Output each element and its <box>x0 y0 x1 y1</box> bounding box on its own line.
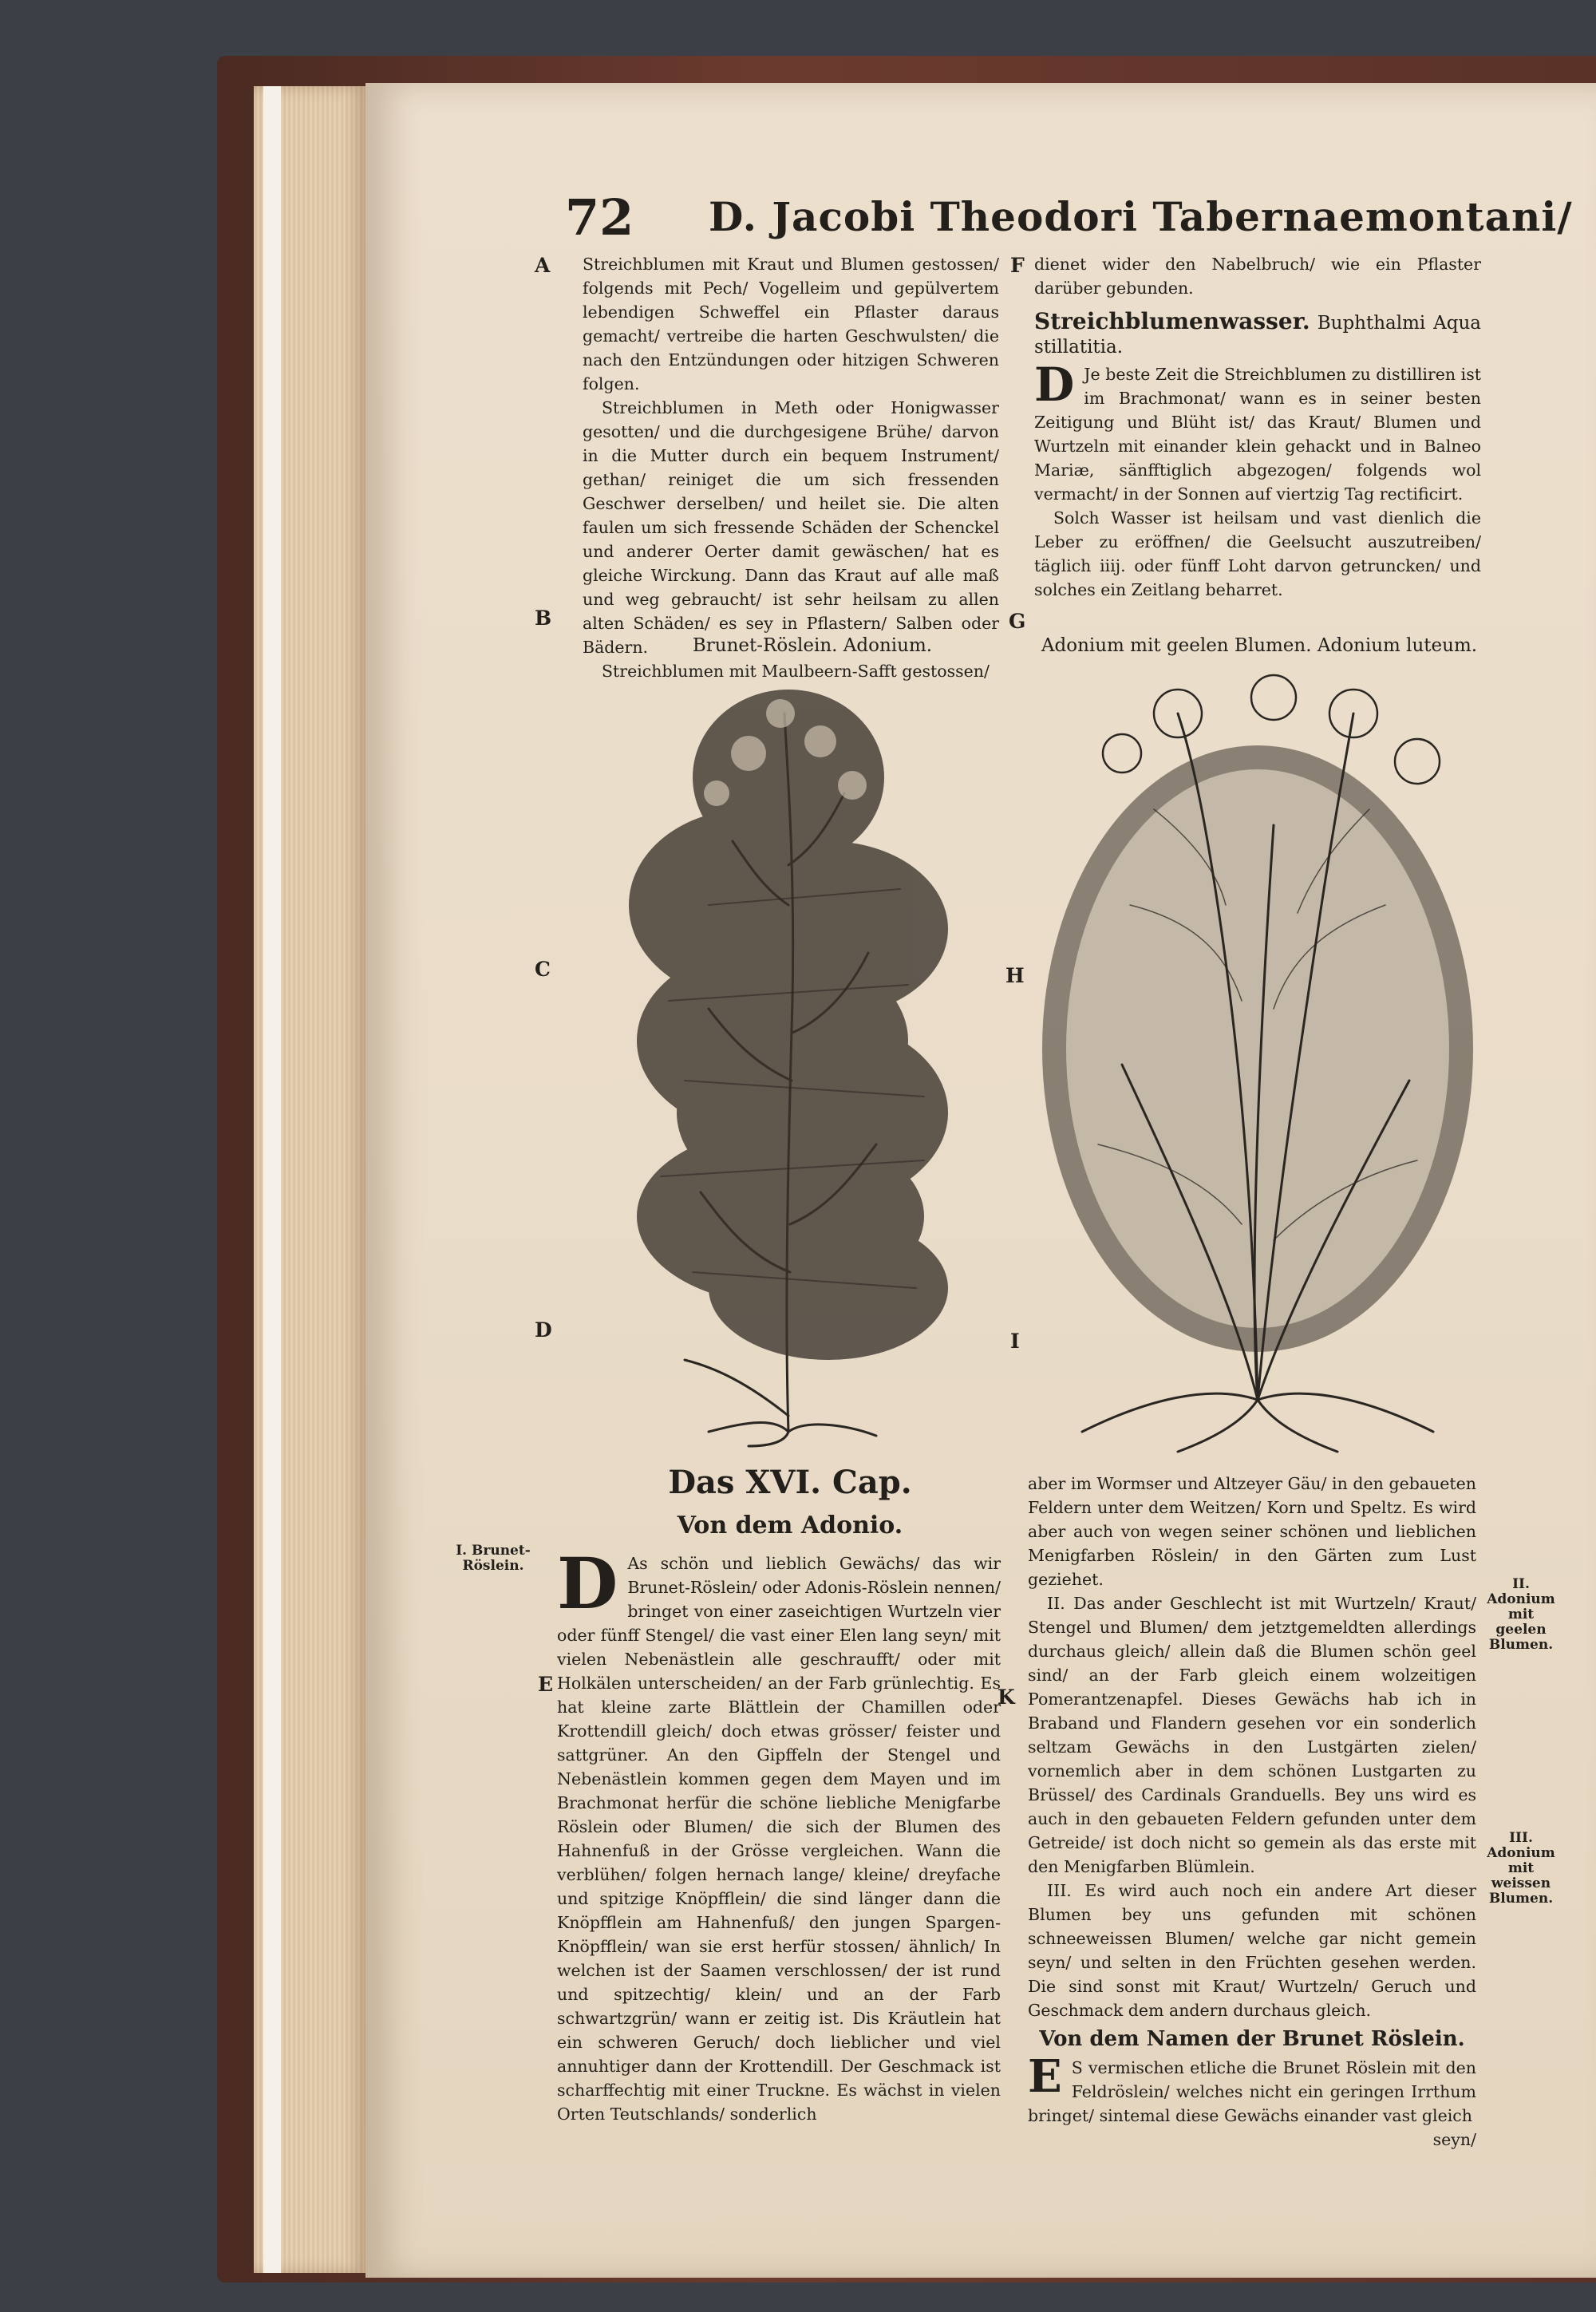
names-text: S vermischen etliche die Brunet Röslein mit den Feldröslein/ welches nicht ein geringen Irrthum bringet/ sintemal diese Gewächs einander vast gleich <box>1028 2058 1476 2125</box>
adonium-luteum-woodcut <box>1034 666 1481 1456</box>
margin-letter-h: H <box>1005 964 1025 987</box>
chapter-left-column <box>557 1542 1001 2126</box>
paragraph: Streichblumen mit Maulbeern-Safft gestossen/ <box>602 662 990 681</box>
paragraph: Streichblumen in Meth oder Honigwasser gesotten/ und die durchgesigene Brühe/ darvon in die Mutter durch ein bequem Instrument/ gethan/ reiniget die um sich fressenden Geschwer derselben/ und heilet sie. Die alten faulen um sich fressende Schäden der Schenckel und anderer Oerter damit gewäschen/ hat es gleiche Wirckung. Dann das Kraut auf alle maß und weg gebraucht/ ist sehr heilsam zu allen alten Schäden/ es sey in Pflastern/ Salben oder Bädern. <box>583 398 999 657</box>
paragraph: aber im Wormser und Altzeyer Gäu/ in den gebaueten Feldern unter dem Weitzen/ Korn und Speltz. Es wird aber auch von wegen seiner schönen und lieblichen Menigfarben Röslein/ in den Gärten zum Lust geziehet. <box>1028 1474 1476 1589</box>
margin-letter-k: K <box>998 1686 1015 1709</box>
chapter-right-column <box>1028 1472 1476 2152</box>
page-number: 72 <box>565 188 634 247</box>
margin-note-geelen: II. Adonium mit geelen Blumen. <box>1487 1576 1555 1653</box>
paragraph: dienet wider den Nabelbruch/ wie ein Pflaster darüber gebunden. <box>1034 255 1481 298</box>
paragraph: Je beste Zeit die Streichblumen zu distilliren ist im Brachmonat/ wann es in seiner besten Zeitigung und Blüht ist/ das Kraut/ Blumen und Wurtzeln mit einander klein gehackt und in Balneo Mariæ, sänfftiglich abgezogen/ folgends wol vermacht/ in der Sonnen auf viertzig Tag rectificirt. <box>1034 365 1481 504</box>
names-heading: Von dem Namen der Brunet Röslein. <box>1039 2027 1465 2051</box>
margin-letter-d: D <box>535 1318 552 1342</box>
left-top-column <box>583 252 999 683</box>
margin-letter-c: C <box>535 958 551 981</box>
paragraph: Solch Wasser ist heilsam und vast dienlich die Leber zu eröffnen/ die Geelsucht auszutreiben/ täglich iiij. oder fünff Loht darvon getruncken/ und solches ein Zeitlang beharret. <box>1034 508 1481 599</box>
paragraph: II. Das ander Geschlecht ist mit Wurtzeln/ Kraut/ Stengel und Blumen/ dem jetztgemeldten allerdings durchaus gleich/ allein daß die Blumen schön geel sind/ an der Farb gleich einem wolzeitigen Pomerantzenapfel. Dieses Gewächs hab ich in Braband und Flandern gesehen vor ein sonderlich seltzam Gewächs in den Lustgärten zielen/ vornemlich aber in dem schönen Lustgarten zu Brüssel/ des Cardinals Granduells. Bey uns wird es auch in den gebaueten Feldern gefunden unter dem Getreide/ ist doch nicht so gemein als das erste mit den Menigfarben Blümlein. <box>1028 1594 1476 1876</box>
drop-cap: D <box>1034 358 1075 412</box>
margin-letter-f: F <box>1010 254 1025 277</box>
margin-note-weissen: III. Adonium mit weissen Blumen. <box>1487 1830 1555 1907</box>
right-top-column <box>1034 252 1481 602</box>
margin-letter-a: A <box>535 254 551 277</box>
chapter-title: Das XVI. Cap. <box>668 1464 912 1501</box>
brunet-roeslein-woodcut <box>589 666 988 1448</box>
catchword: seyn/ <box>1432 2130 1476 2149</box>
water-heading: Streichblumenwasser. <box>1034 308 1310 334</box>
paragraph: Streichblumen mit Kraut und Blumen gestossen/ folgends mit Pech/ Vogelleim und gepülvertem lebendigen Schweffel ein Pflaster daraus gemacht/ vertreibe die harten Geschwulsten/ die nach den Entzündungen oder hitzigen Schweren folgen. <box>583 255 999 393</box>
left-figure-caption: Brunet-Röslein. Adonium. <box>692 635 933 656</box>
chapter-subtitle: Von dem Adonio. <box>677 1512 903 1539</box>
chapter-drop-cap: D <box>557 1542 618 1625</box>
margin-letter-g: G <box>1009 610 1026 633</box>
margin-letter-b: B <box>535 607 552 630</box>
water-heading-latin: Buphthalmi Aqua stillatitia. <box>1034 313 1481 358</box>
margin-note-brunet: I. Brunet-Röslein. <box>456 1543 531 1574</box>
names-drop-cap: E <box>1028 2050 1062 2103</box>
water-heading-block <box>1034 310 1481 359</box>
chapter-text-left: As schön und lieblich Gewächs/ das wir Brunet-Röslein/ oder Adonis-Röslein nennen/ bringet von einer zaseichtigen Wurtzeln vier oder fünff Stengel/ die vast einer Elen lang seyn/ mit vielen Nebenästlein alle geschraufft/ oder mit Holkälen unterscheiden/ an der Farb grünlechtig. Es hat kleine zarte Blättlein der Chamillen oder Krottendill gleich/ doch etwas grösser/ feister und sattgrüner. An den Gipffeln der Stengel und Nebenästlein kommen gegen dem Mayen und im Brachmonat herfür die schöne liebliche Menigfarbe Röslein oder Blumen/ die sich der Blumen des Hahnenfuß in der Grösse vergleichen. Wann die verblühen/ folgen hernach lange/ kleine/ dreyfache und spitzige Knöpfflein/ die sind länger dann die Knöpfflein am Hahnenfuß/ den jungen Spargen-Knöpfflein/ wan sie erst herfür stossen/ ähnlich/ In welchen ist der Saamen verschlossen/ der ist rund und spitzechtig/ klein/ und an der Farb schwartzgrün/ wann er zeitig ist. Dis Kräutlein hat ein schweren Geruch/ doch lieblicher und viel annuhtiger dann der Krottendill. Der Geschmack ist scharffechtig mit einer Truckne. Es wächst in vielen Orten Teutschlands/ sonderlich <box>557 1554 1001 2124</box>
book-page <box>365 83 1596 2278</box>
right-figure-caption: Adonium mit geelen Blumen. Adonium luteum. <box>1041 635 1478 656</box>
flyleaf-edge <box>263 86 281 2273</box>
paragraph: III. Es wird auch noch ein andere Art dieser Blumen bey uns gefunden mit schönen schneeweissen Blumen/ welche gar nicht gemein seyn/ und selten in den Früchten gesehen werden. Die sind sonst mit Kraut/ Wurtzeln/ Geruch und Geschmack dem andern durchaus gleich. <box>1028 1881 1476 2020</box>
margin-letter-i: I <box>1010 1330 1020 1353</box>
margin-letter-e: E <box>538 1673 554 1696</box>
running-title: D. Jacobi Theodori Tabernaemontani/ <box>709 193 1573 240</box>
